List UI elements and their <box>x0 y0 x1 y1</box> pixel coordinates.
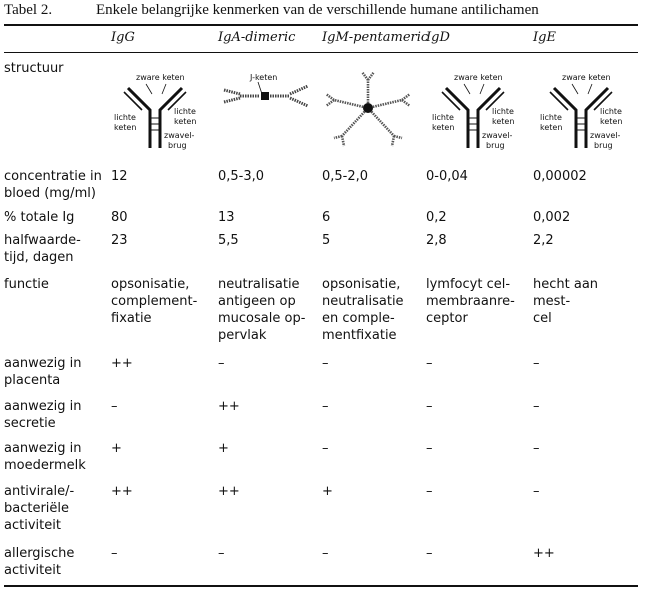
diagram-label: zware keten <box>562 73 611 82</box>
table-cell-iga-dimeric: ++ <box>218 399 240 414</box>
diagram-label: zwavel- <box>482 131 513 140</box>
table-cell-igd: – <box>426 441 433 456</box>
table-cell-igm-pentameric: – <box>322 356 329 371</box>
table-caption <box>4 2 644 22</box>
table-cell-iga-dimeric: – <box>218 546 225 561</box>
table-cell-igd: 0,2 <box>426 210 447 225</box>
table-cell-iga-dimeric: + <box>218 441 229 456</box>
table-cell-iga-dimeric: 13 <box>218 210 235 225</box>
table-cell-ige: – <box>533 484 540 499</box>
row-label: aanwezig in placenta <box>4 356 82 388</box>
top-rule <box>4 24 638 26</box>
row-label-structure: structuur <box>4 61 64 76</box>
row-label: aanwezig in secretie <box>4 399 82 431</box>
row-label: % totale Ig <box>4 210 75 225</box>
row-label: aanwezig in moedermelk <box>4 441 86 473</box>
diagram-label: lichte <box>432 113 454 122</box>
table-cell-igd: – <box>426 546 433 561</box>
j-chain-label: J-keten <box>250 73 278 82</box>
diagram-label: lichte <box>540 113 562 122</box>
table-cell-igm-pentameric: 5 <box>322 233 331 248</box>
table-cell-iga-dimeric: neutralisatie antigeen op mucosale op- pervlak <box>218 277 306 343</box>
table-cell-igg: – <box>111 399 118 414</box>
diagram-label: keten <box>114 123 137 132</box>
table-cell-ige: – <box>533 441 540 456</box>
table-cell-igd: – <box>426 356 433 371</box>
igm-pentamer-diagram <box>322 70 414 148</box>
diagram-label: lichte <box>492 107 514 116</box>
diagram-label: keten <box>174 117 197 126</box>
table-cell-iga-dimeric: 5,5 <box>218 233 239 248</box>
row-label: antivirale/- bacteriële activiteit <box>4 484 75 533</box>
diagram-label: keten <box>492 117 515 126</box>
table-cell-iga-dimeric: 0,5-3,0 <box>218 169 265 184</box>
table-cell-igg: 12 <box>111 169 128 184</box>
diagram-label: zware keten <box>136 73 185 82</box>
table-cell-igd: lymfocyt cel- membraanre- ceptor <box>426 277 515 326</box>
diagram-label: lichte <box>174 107 196 116</box>
table-cell-igg: 23 <box>111 233 128 248</box>
table-cell-igm-pentameric: – <box>322 399 329 414</box>
table-cell-igd: – <box>426 484 433 499</box>
table-cell-igd: 0-0,04 <box>426 169 468 184</box>
table-cell-igm-pentameric: + <box>322 484 333 499</box>
table-cell-igg: – <box>111 546 118 561</box>
igg-structure-diagram <box>106 70 206 156</box>
diagram-label: zwavel- <box>590 131 621 140</box>
table-cell-igd: – <box>426 399 433 414</box>
diagram-label: brug <box>486 141 505 150</box>
column-header-igd: IgD <box>426 30 450 45</box>
table-cell-ige: hecht aan mest- cel <box>533 277 599 326</box>
table-number: Tabel 2. <box>4 2 53 18</box>
table-cell-ige: 0,00002 <box>533 169 587 184</box>
table-cell-ige: 0,002 <box>533 210 571 225</box>
table-cell-igm-pentameric: – <box>322 546 329 561</box>
diagram-label: brug <box>594 141 613 150</box>
table-cell-ige: – <box>533 399 540 414</box>
row-label: allergische activiteit <box>4 546 75 578</box>
diagram-label: lichte <box>114 113 136 122</box>
table-cell-igg: 80 <box>111 210 128 225</box>
ige-structure-diagram <box>532 70 632 156</box>
table-cell-igd: 2,8 <box>426 233 447 248</box>
diagram-label: keten <box>600 117 623 126</box>
header-rule <box>4 52 638 53</box>
iga-dimer-diagram <box>220 72 315 122</box>
diagram-label: lichte <box>600 107 622 116</box>
diagram-label: keten <box>540 123 563 132</box>
table-title: Enkele belangrijke kenmerken van de verschillende humane antilichamen <box>96 2 539 18</box>
column-header-igg: IgG <box>111 30 135 45</box>
table-cell-igm-pentameric: opsonisatie, neutralisatie en comple- mentfixatie <box>322 277 404 343</box>
column-header-igm: IgM-pentameric <box>322 30 429 45</box>
row-label: functie <box>4 277 49 292</box>
igd-structure-diagram <box>424 70 524 156</box>
table-cell-igg: ++ <box>111 356 133 371</box>
row-label: halfwaarde- tijd, dagen <box>4 233 81 265</box>
table-cell-ige: ++ <box>533 546 555 561</box>
table-cell-ige: 2,2 <box>533 233 554 248</box>
table-cell-ige: – <box>533 356 540 371</box>
column-header-ige: IgE <box>533 30 556 45</box>
column-header-iga: IgA-dimeric <box>218 30 296 45</box>
diagram-label: zware keten <box>454 73 503 82</box>
table-cell-iga-dimeric: – <box>218 356 225 371</box>
table-cell-igg: + <box>111 441 122 456</box>
table-cell-igm-pentameric: 0,5-2,0 <box>322 169 369 184</box>
diagram-label: brug <box>168 141 187 150</box>
diagram-label: keten <box>432 123 455 132</box>
table-cell-igg: ++ <box>111 484 133 499</box>
table-cell-iga-dimeric: ++ <box>218 484 240 499</box>
table-cell-igm-pentameric: – <box>322 441 329 456</box>
table-cell-igg: opsonisatie, complement- fixatie <box>111 277 198 326</box>
diagram-label: zwavel- <box>164 131 195 140</box>
bottom-rule <box>4 585 638 587</box>
table-cell-igm-pentameric: 6 <box>322 210 331 225</box>
row-label: concentratie in bloed (mg/ml) <box>4 169 102 201</box>
